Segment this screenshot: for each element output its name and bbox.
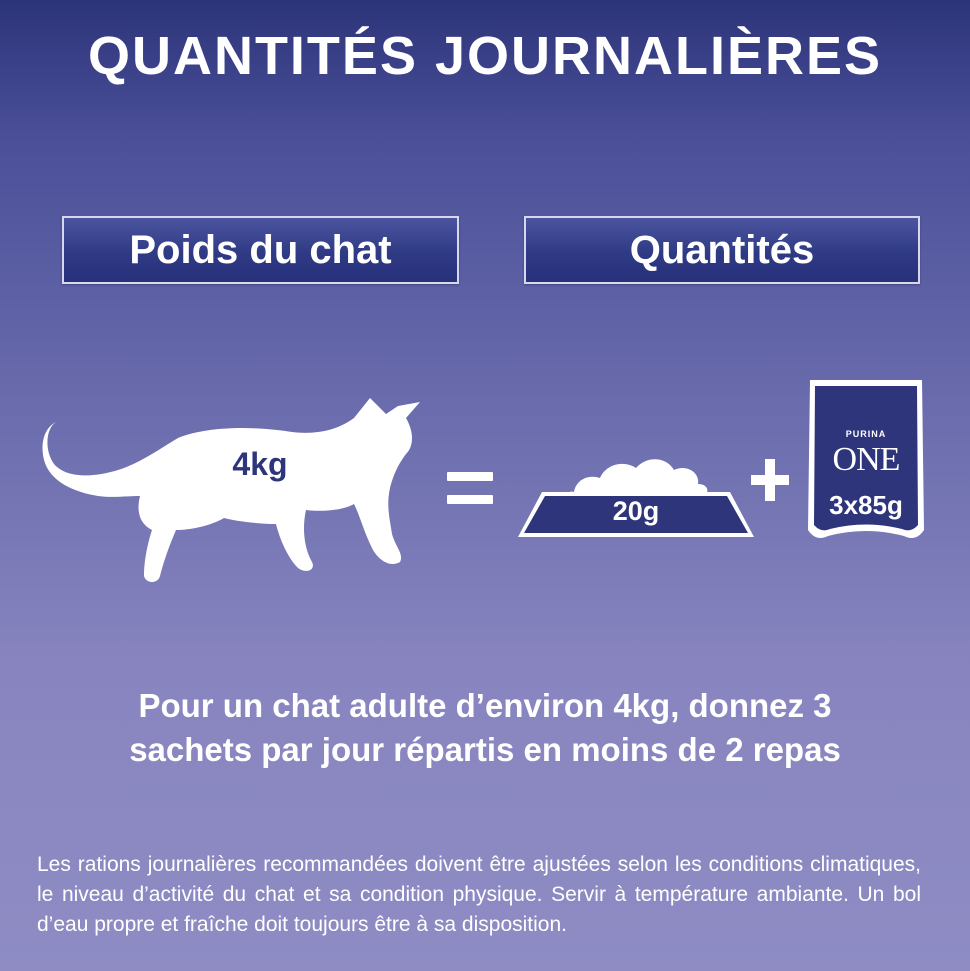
pouch-product: ONE <box>832 441 900 478</box>
plus-icon <box>751 459 789 501</box>
header-quantities-label: Quantités <box>629 227 815 272</box>
feeding-note: Les rations journalières recommandées doivent être ajustées selon les conditions climatiques, le niveau d’activité du chat et sa condition physique. Servir à température ambiante. Un bol d’eau propre et fraîche doit toujours être à sa disposition. <box>37 853 921 936</box>
feeding-instruction-line2: sachets par jour répartis en moins de 2 repas <box>129 731 841 768</box>
header-quantities <box>524 216 920 284</box>
equals-icon <box>447 470 493 506</box>
pouch-quantity: 3x85g <box>829 490 903 520</box>
header-cat-weight-label: Poids du chat <box>129 227 392 272</box>
feeding-instruction <box>40 684 930 772</box>
page-title: QUANTITÉS JOURNALIÈRES <box>87 26 883 86</box>
cat-silhouette-icon <box>40 392 430 592</box>
pouch-brand: PURINA <box>845 429 887 439</box>
bowl-quantity: 20g <box>612 496 660 526</box>
feeding-instruction-line1: Pour un chat adulte d’environ 4kg, donnez 3 <box>138 687 832 724</box>
cat-weight-value: 4kg <box>232 446 288 482</box>
header-cat-weight <box>62 216 459 284</box>
